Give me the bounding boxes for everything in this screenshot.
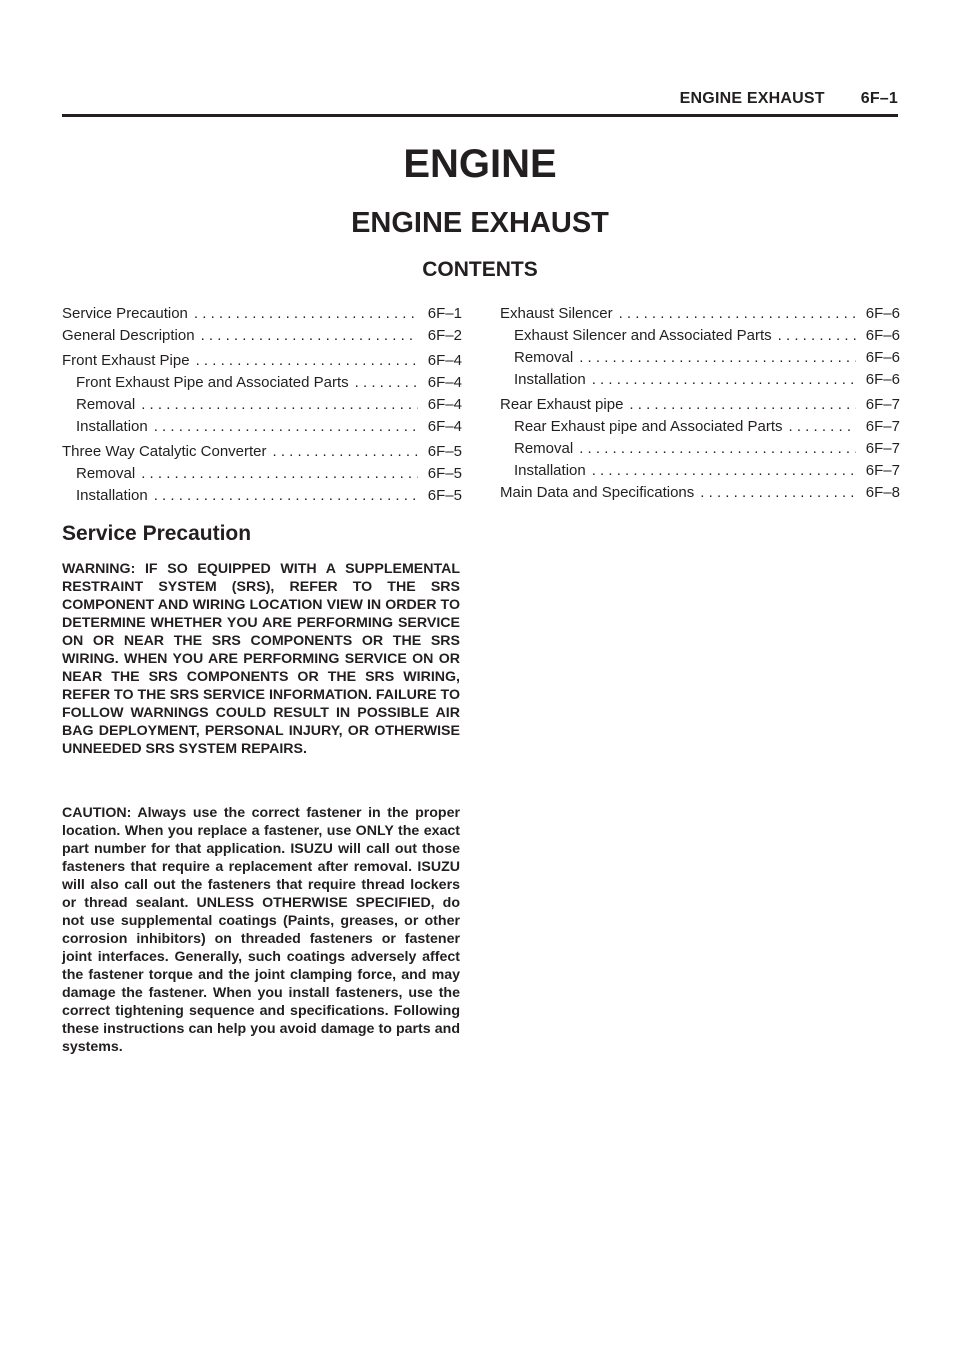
toc-leader-dots: [141, 394, 418, 416]
toc-subentry[interactable]: [62, 394, 462, 416]
page-title: ENGINE: [403, 142, 557, 186]
header-rule: [62, 114, 898, 117]
toc-entry[interactable]: [62, 441, 462, 463]
toc-entry-label: Removal: [76, 465, 136, 482]
toc-entry[interactable]: [62, 303, 462, 325]
toc-entry-page: 6F–2: [427, 327, 462, 344]
toc-subentry[interactable]: [62, 416, 462, 438]
toc-entry-label: Installation: [514, 462, 586, 479]
toc-subentry[interactable]: [500, 325, 900, 347]
toc-leader-dots: [579, 347, 856, 369]
toc-entry-label: General Description: [62, 327, 195, 344]
toc-entry-label: Installation: [514, 371, 586, 388]
toc-entry-label: Main Data and Specifications: [500, 484, 695, 501]
toc-entry-page: 6F–4: [427, 396, 462, 413]
toc-leader-dots: [196, 350, 418, 372]
toc-leader-dots: [778, 325, 856, 347]
toc-entry-label: Installation: [76, 418, 148, 435]
toc-entry-label: Rear Exhaust pipe and Associated Parts: [514, 418, 783, 435]
toc-left-column: [62, 303, 462, 507]
toc-leader-dots: [201, 325, 418, 347]
header-section-title: ENGINE EXHAUST: [679, 90, 825, 107]
toc-entry-label: Removal: [514, 349, 574, 366]
toc-leader-dots: [619, 303, 856, 325]
toc-entry[interactable]: [500, 394, 900, 416]
toc-entry-label: Service Precaution: [62, 305, 188, 322]
toc-entry-label: Rear Exhaust pipe: [500, 396, 624, 413]
caution-paragraph: CAUTION: Always use the correct fastener in the proper location. When you replace a fastener, use ONLY the exact part number for that application. ISUZU will call out those fasteners that require a replacement after removal. ISUZU will also call out the fasteners that require thread lockers or thread sealant. UNLESS OTHERWISE SPECIFIED, do not use supplemental coatings (Paints, greases, or other corrosion inhibitors) on threaded fasteners or fastener joint interfaces. Generally, such coatings adversely affect the fastener torque and the joint clamping force, and may damage the fastener. When you install fasteners, use the correct tightening sequence and specifications. Following these instructions can help you avoid damage to parts and systems.: [62, 805, 460, 1055]
section-heading: Service Precaution: [62, 522, 252, 545]
toc-leader-dots: [579, 438, 856, 460]
contents-heading: CONTENTS: [422, 258, 538, 281]
toc-entry[interactable]: [62, 350, 462, 372]
toc-leader-dots: [355, 372, 418, 394]
toc-leader-dots: [592, 460, 856, 482]
toc-entry-label: Front Exhaust Pipe and Associated Parts: [76, 374, 349, 391]
toc-entry-label: Three Way Catalytic Converter: [62, 443, 267, 460]
toc-entry-page: 6F–7: [865, 396, 900, 413]
header-page-number: 6F–1: [860, 90, 898, 107]
toc-leader-dots: [789, 416, 857, 438]
toc-subentry[interactable]: [500, 416, 900, 438]
toc-subentry[interactable]: [500, 369, 900, 391]
toc-entry-page: 6F–7: [865, 462, 900, 479]
page-subtitle: ENGINE EXHAUST: [351, 207, 609, 239]
toc-entry-label: Removal: [76, 396, 136, 413]
toc-entry-page: 6F–6: [865, 305, 900, 322]
toc-leader-dots: [592, 369, 856, 391]
toc-entry-page: 6F–4: [427, 418, 462, 435]
toc-leader-dots: [154, 485, 418, 507]
toc-entry-page: 6F–6: [865, 371, 900, 388]
toc-entry-label: Installation: [76, 487, 148, 504]
toc-entry-page: 6F–4: [427, 374, 462, 391]
toc-leader-dots: [154, 416, 418, 438]
toc-leader-dots: [273, 441, 418, 463]
toc-entry-label: Exhaust Silencer: [500, 305, 613, 322]
toc-entry-label: Front Exhaust Pipe: [62, 352, 190, 369]
toc-entry-page: 6F–1: [427, 305, 462, 322]
toc-entry-page: 6F–8: [865, 484, 900, 501]
toc-entry[interactable]: [62, 325, 462, 347]
toc-entry-page: 6F–5: [427, 443, 462, 460]
warning-paragraph: WARNING: IF SO EQUIPPED WITH A SUPPLEMENTAL RESTRAINT SYSTEM (SRS), REFER TO THE SRS COMPONENT AND WIRING LOCATION VIEW IN ORDER TO DETERMINE WHETHER YOU ARE PERFORMING SERVICE ON OR NEAR THE SRS COMPONENTS OR THE SRS WIRING. WHEN YOU ARE PERFORMING SERVICE ON OR NEAR THE SRS COMPONENTS OR THE SRS WIRING, REFER TO THE SRS SERVICE INFORMATION. FAILURE TO FOLLOW WARNINGS COULD RESULT IN POSSIBLE AIR BAG DEPLOYMENT, PERSONAL INJURY, OR OTHERWISE UNNEEDED SRS SYSTEM REPAIRS.: [62, 561, 460, 757]
toc-right-column: [500, 303, 900, 504]
toc-leader-dots: [194, 303, 418, 325]
toc-subentry[interactable]: [500, 438, 900, 460]
toc-leader-dots: [141, 463, 418, 485]
toc-subentry[interactable]: [500, 347, 900, 369]
page-header: [62, 90, 898, 108]
toc-subentry[interactable]: [500, 460, 900, 482]
toc-entry-page: 6F–4: [427, 352, 462, 369]
toc-entry-page: 6F–5: [427, 465, 462, 482]
toc-entry-page: 6F–7: [865, 418, 900, 435]
toc-leader-dots: [700, 482, 856, 504]
toc-entry-label: Removal: [514, 440, 574, 457]
toc-entry[interactable]: [500, 303, 900, 325]
toc-subentry[interactable]: [62, 372, 462, 394]
toc-entry-page: 6F–6: [865, 349, 900, 366]
toc-subentry[interactable]: [62, 485, 462, 507]
toc-entry[interactable]: [500, 482, 900, 504]
toc-entry-page: 6F–6: [865, 327, 900, 344]
toc-leader-dots: [629, 394, 856, 416]
toc-entry-page: 6F–7: [865, 440, 900, 457]
toc-entry-label: Exhaust Silencer and Associated Parts: [514, 327, 772, 344]
toc-subentry[interactable]: [62, 463, 462, 485]
toc-entry-page: 6F–5: [427, 487, 462, 504]
